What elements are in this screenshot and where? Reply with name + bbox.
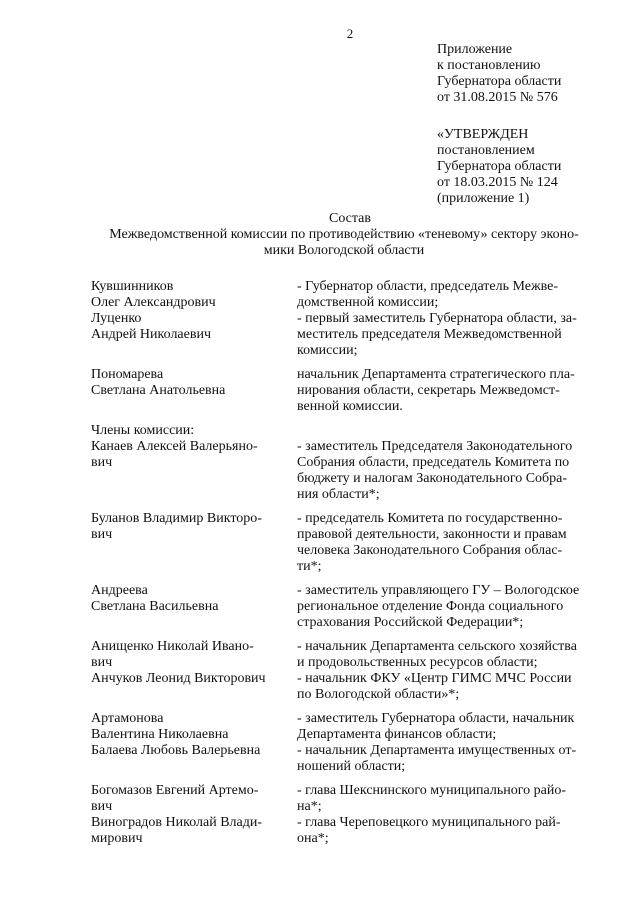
- member-name: [91, 439, 297, 503]
- name-line: Балаева Любовь Валерьевна: [91, 743, 261, 758]
- list-item: [91, 311, 601, 359]
- member-role: [297, 671, 601, 703]
- name-line: Виноградов Николай Влади-: [91, 815, 263, 830]
- role-line: Департамента финансов области;: [297, 727, 497, 742]
- role-line: региональное отделение Фонда социального: [297, 599, 564, 614]
- role-line: комиссии;: [297, 343, 358, 358]
- member-role: [297, 511, 601, 575]
- role-line: венной комиссии.: [297, 399, 403, 414]
- member-role: [297, 439, 601, 503]
- spacer: [91, 359, 601, 367]
- role-line: - первый заместитель Губернатора области, за-: [297, 311, 577, 326]
- name-line: вич: [91, 527, 113, 542]
- spacer: [91, 775, 601, 783]
- role-line: - начальник ФКУ «Центр ГИМС МЧС России: [297, 671, 572, 686]
- name-line: Буланов Владимир Викторо-: [91, 511, 262, 526]
- subtitle-line: Межведомственной комиссии по противодействию «теневому» сектору эконо-: [109, 227, 579, 242]
- spacer: [91, 631, 601, 639]
- name-line: Светлана Васильевна: [91, 599, 219, 614]
- document-title: Состав: [328, 211, 371, 226]
- name-line: Пономарева: [91, 367, 164, 382]
- role-line: правовой деятельности, законности и правам: [297, 527, 567, 542]
- role-line: ти*;: [297, 559, 322, 574]
- role-line: - заместитель управляющего ГУ – Вологодское: [297, 583, 580, 598]
- member-role: [297, 279, 601, 311]
- member-name: [91, 583, 297, 631]
- spacer: [91, 575, 601, 583]
- appendix-line: от 31.08.2015 № 576: [437, 90, 558, 105]
- role-line: на*;: [297, 799, 322, 814]
- member-role: [297, 639, 601, 671]
- role-line: - начальник Департамента сельского хозяйства: [297, 639, 577, 654]
- member-role: [297, 815, 601, 847]
- approved-line: постановлением: [437, 143, 535, 158]
- name-line: Андрей Николаевич: [91, 327, 211, 342]
- approved-line: (приложение 1): [437, 191, 530, 206]
- list-item: [91, 439, 601, 503]
- role-line: начальник Департамента стратегического пла-: [297, 367, 575, 382]
- role-line: - начальник Департамента имущественных от-: [297, 743, 577, 758]
- name-line: Валентина Николаевна: [91, 727, 229, 742]
- role-line: она*;: [297, 831, 329, 846]
- members-label: Члены комиссии:: [91, 423, 195, 438]
- member-role: [297, 783, 601, 815]
- name-line: Светлана Анатольевна: [91, 383, 226, 398]
- member-name: [91, 743, 297, 775]
- approved-line: от 18.03.2015 № 124: [437, 175, 558, 190]
- role-line: ния области*;: [297, 487, 380, 502]
- role-line: Собрания области, председатель Комитета по: [297, 455, 570, 470]
- approved-line: «УТВЕРЖДЕН: [437, 127, 529, 142]
- list-item: [91, 711, 601, 743]
- commission-list: [91, 279, 601, 847]
- list-item: [91, 639, 601, 671]
- role-line: и продовольственных ресурсов области;: [297, 655, 538, 670]
- appendix-line: Приложение: [437, 42, 513, 57]
- name-line: Анищенко Николай Ивано-: [91, 639, 254, 654]
- spacer: [91, 703, 601, 711]
- name-line: Кувшинников: [91, 279, 174, 294]
- approved-line: Губернатора области: [437, 159, 562, 174]
- role-line: - председатель Комитета по государственно-: [297, 511, 563, 526]
- list-item: [91, 279, 601, 311]
- role-line: - глава Череповецкого муниципального рай-: [297, 815, 561, 830]
- member-role: [297, 583, 601, 631]
- name-line: мирович: [91, 831, 143, 846]
- role-line: - глава Шекснинского муниципального райо-: [297, 783, 566, 798]
- member-name: [91, 639, 297, 671]
- member-name: [91, 279, 297, 311]
- member-name: [91, 511, 297, 575]
- name-line: вич: [91, 455, 113, 470]
- spacer: [91, 415, 601, 423]
- name-line: Богомазов Евгений Артемо-: [91, 783, 259, 798]
- name-line: Андреева: [91, 583, 148, 598]
- member-name: [91, 783, 297, 815]
- name-line: Артамонова: [91, 711, 164, 726]
- member-role: [297, 743, 601, 775]
- member-role: [297, 711, 601, 743]
- member-name: [91, 311, 297, 359]
- list-item: [91, 815, 601, 847]
- page-number: 2: [346, 26, 354, 41]
- approved-stamp-text: [437, 127, 627, 207]
- appendix-line: Губернатора области: [437, 74, 562, 89]
- member-name: [91, 711, 297, 743]
- list-item: [91, 743, 601, 775]
- list-item: [91, 511, 601, 575]
- list-item: [91, 783, 601, 815]
- name-line: вич: [91, 655, 113, 670]
- name-line: Канаев Алексей Валерьяно-: [91, 439, 258, 454]
- list-item: [91, 671, 601, 703]
- role-line: - Губернатор области, председатель Межве-: [297, 279, 559, 294]
- member-name: [91, 671, 297, 703]
- member-role: [297, 367, 601, 415]
- appendix-reference: [437, 42, 627, 106]
- role-line: по Вологодской области»*;: [297, 687, 460, 702]
- member-role: [297, 311, 601, 359]
- name-line: Анчуков Леонид Викторович: [91, 671, 266, 686]
- list-item: [91, 583, 601, 631]
- role-line: - заместитель Губернатора области, начальник: [297, 711, 575, 726]
- list-item: [91, 367, 601, 415]
- member-name: [91, 815, 297, 847]
- name-line: вич: [91, 799, 113, 814]
- document-subtitle: [88, 227, 600, 259]
- spacer: [91, 503, 601, 511]
- role-line: бюджету и налогам Законодательного Собра-: [297, 471, 568, 486]
- role-line: страхования Российской Федерации*;: [297, 615, 524, 630]
- role-line: - заместитель Председателя Законодательного: [297, 439, 573, 454]
- role-line: человека Законодательного Собрания облас-: [297, 543, 563, 558]
- name-line: Олег Александрович: [91, 295, 216, 310]
- member-name: [91, 367, 297, 415]
- name-line: Луценко: [91, 311, 142, 326]
- subtitle-line: мики Вологодской области: [263, 243, 425, 258]
- appendix-line: к постановлению: [437, 58, 541, 73]
- role-line: нирования области, секретарь Межведомст-: [297, 383, 560, 398]
- role-line: меститель председателя Межведомственной: [297, 327, 562, 342]
- role-line: ношений области;: [297, 759, 406, 774]
- role-line: домственной комиссии;: [297, 295, 439, 310]
